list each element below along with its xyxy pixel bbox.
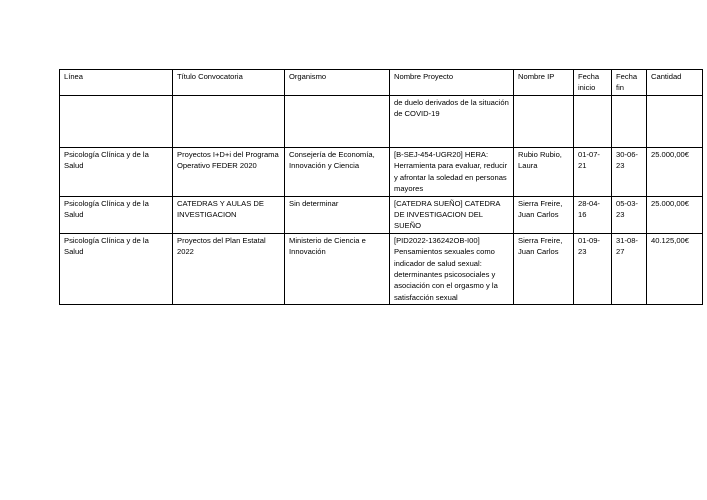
cell-titulo: [173, 96, 285, 148]
header-row: [60, 70, 703, 96]
header-linea: Línea: [60, 70, 173, 96]
header-titulo: Título Convocatoria: [173, 70, 285, 96]
cell-titulo: Proyectos I+D+i del Programa Operativo FEDER 2020: [173, 148, 285, 197]
table-row: [60, 148, 703, 197]
cell-ip: Rubio Rubio, Laura: [514, 148, 574, 197]
header-inicio: Fecha inicio: [574, 70, 612, 96]
cell-cantidad: 25.000,00€: [647, 196, 703, 233]
cell-cantidad: 25.000,00€: [647, 148, 703, 197]
header-organismo: Organismo: [285, 70, 390, 96]
table-row-continuation: [60, 96, 703, 148]
cell-proyecto: de duelo derivados de la situación de COVID-19: [390, 96, 514, 148]
cell-fin: [612, 96, 647, 148]
cell-linea: Psicología Clínica y de la Salud: [60, 233, 173, 304]
cell-organismo: Ministerio de Ciencia e Innovación: [285, 233, 390, 304]
cell-ip: [514, 96, 574, 148]
cell-proyecto: [B-SEJ-454-UGR20] HERA: Herramienta para evaluar, reducir y afrontar la soledad en personas mayores: [390, 148, 514, 197]
header-cantidad: Cantidad: [647, 70, 703, 96]
table-row: [60, 196, 703, 233]
cell-organismo: Sin determinar: [285, 196, 390, 233]
cell-linea: [60, 96, 173, 148]
cell-proyecto: [CATEDRA SUEÑO] CATEDRA DE INVESTIGACION DEL SUEÑO: [390, 196, 514, 233]
cell-inicio: 28-04-16: [574, 196, 612, 233]
header-fin: Fecha fin: [612, 70, 647, 96]
grants-table: [59, 69, 703, 305]
header-ip: Nombre IP: [514, 70, 574, 96]
cell-cantidad: 40.125,00€: [647, 233, 703, 304]
cell-organismo: Consejería de Economía, Innovación y Ciencia: [285, 148, 390, 197]
header-proyecto: Nombre Proyecto: [390, 70, 514, 96]
cell-proyecto: [PID2022-136242OB-I00] Pensamientos sexuales como indicador de salud sexual: determinantes psicosociales y asociación con el orgasmo y la satisfacción sexual: [390, 233, 514, 304]
cell-organismo: [285, 96, 390, 148]
cell-fin: 31-08-27: [612, 233, 647, 304]
cell-linea: Psicología Clínica y de la Salud: [60, 196, 173, 233]
cell-titulo: CATEDRAS Y AULAS DE INVESTIGACION: [173, 196, 285, 233]
cell-fin: 30-06-23: [612, 148, 647, 197]
cell-cantidad: [647, 96, 703, 148]
cell-inicio: 01-09-23: [574, 233, 612, 304]
cell-ip: Sierra Freire, Juan Carlos: [514, 233, 574, 304]
cell-fin: 05-03-23: [612, 196, 647, 233]
cell-inicio: [574, 96, 612, 148]
table-row: [60, 233, 703, 304]
cell-ip: Sierra Freire, Juan Carlos: [514, 196, 574, 233]
cell-inicio: 01-07-21: [574, 148, 612, 197]
cell-titulo: Proyectos del Plan Estatal 2022: [173, 233, 285, 304]
cell-linea: Psicología Clínica y de la Salud: [60, 148, 173, 197]
